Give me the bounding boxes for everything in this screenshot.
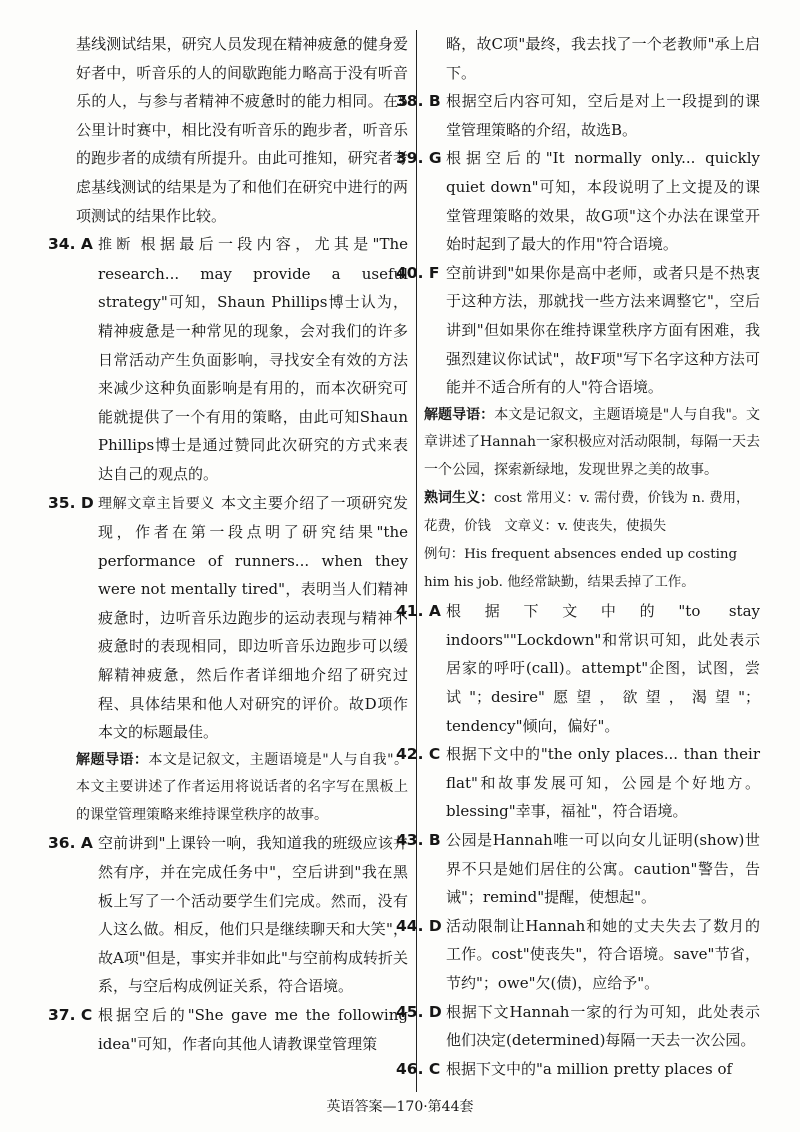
guide-label: 解题导语： <box>424 406 495 423</box>
answer-explanation: 活动限制让Hannah和她的丈夫失去了数月的工作。cost"使丧失"，符合语境。save"节省，节约"；owe"欠(债)，应给予"。 <box>446 916 760 992</box>
passage-guide <box>424 402 760 485</box>
vocab-example: 例句：His frequent absences ended up costing him his job. 他经常缺勤，结果丢掉了工作。 <box>424 547 738 591</box>
answer-40 <box>396 259 760 402</box>
answer-37-continued: 略，故C项"最终，我去找了一个老教师"承上启下。 <box>446 35 760 82</box>
guide-text: 本文是记叙文，主题语境是"人与自我"。文章讲述了Hannah一家积极应对活动限制，每隔一天去一个公园，探索新绿地，发现世界之美的故事。 <box>424 406 760 478</box>
answer-number: 46. C <box>396 1059 441 1078</box>
answer-43 <box>396 826 760 912</box>
answer-explanation: 空前讲到"如果你是高中老师，或者只是不热衷于这种方法，那就找一些方法来调整它"，空后讲到"但如果你在维持课堂秩序方面有困难，我强烈建议你试试"，故F项"写下名字这种方法可能并不适合所有的人"符合语境。 <box>446 263 760 397</box>
guide-text: 本文是记叙文，主题语境是"人与自我"。本文主要讲述了作者运用将说话者的名字写在黑板上的课堂管理策略来维持课堂秩序的故事。 <box>76 751 408 823</box>
answer-36 <box>48 829 408 1001</box>
answer-39 <box>396 144 760 258</box>
answer-explanation: 根据下文中的"to stay indoors""Lockdown"和常识可知，此处表示居家的呼吁(call)。attempt"企图，试图，尝试"；desire"愿望，欲望，渴望"；tendency"倾向，偏好"。 <box>446 602 760 735</box>
answer-number: 45. D <box>396 1002 442 1021</box>
answer-number: 41. A <box>396 602 441 621</box>
answer-38 <box>396 87 760 144</box>
answer-42 <box>396 740 760 826</box>
answer-46 <box>396 1055 760 1084</box>
answer-number: 44. D <box>396 916 442 935</box>
answer-explanation: 根据下文中的"the only places... than their flat"和故事发展可知，公园是个好地方。blessing"幸事，福祉"，符合语境。 <box>446 745 760 821</box>
answer-44 <box>396 912 760 998</box>
vocab-label: 熟词生义： <box>424 490 494 507</box>
answer-number: 37. C <box>48 1005 93 1024</box>
intro-paragraph: 基线测试结果，研究人员发现在精神疲惫的健身爱好者中，听音乐的人的间歇跑能力略高于没有听音乐的人，与参与者精神不疲惫时的能力相同。在5公里计时赛中，相比没有听音乐的跑步者，听音乐的跑步者的成绩有所提升。由此可推知，研究者考虑基线测试的结果是为了和他们在研究中进行的两项测试的结果作比较。 <box>76 35 408 225</box>
vocab-text: cost 常用义：v. 需付费，价钱为 n. 费用，花费，价钱 文章义：v. 使丧失，使损失 <box>424 491 750 535</box>
answer-explanation: 根据空后的"It normally only... quickly quiet down"可知，本段说明了上文提及的课堂管理策略的效果，故G项"这个办法在课堂开始时起到了最大的作用"符合语境。 <box>446 149 760 254</box>
answer-number: 34. A <box>48 235 93 254</box>
page-footer: 英语答案—170·第44套 <box>326 1099 474 1115</box>
answer-number: 39. G <box>396 149 442 168</box>
answer-number: 40. F <box>396 263 440 282</box>
guide-label: 解题导语： <box>76 751 149 768</box>
answer-41 <box>396 597 760 740</box>
answer-number: 38. B <box>396 92 441 111</box>
answer-explanation: 根据空后内容可知，空后是对上一段提到的课堂管理策略的介绍，故选B。 <box>446 92 760 139</box>
answer-explanation: 根据空后的"She gave me the following idea"可知，作者向其他人请教课堂管理策 <box>98 1005 408 1053</box>
left-column <box>48 30 408 1058</box>
answer-explanation: 根据下文Hannah一家的行为可知，此处表示他们决定(determined)每隔一天去一次公园。 <box>446 1002 760 1050</box>
passage-guide <box>76 747 408 830</box>
answer-explanation: 本文主要介绍了一项研究发现，作者在第一段点明了研究结果"the performance of runners... when they were not mentally tired"，表明当人们精神疲惫时，边听音乐边跑步的运动表现与精神不疲惫时的表现相同，即边听音乐边跑步可以缓解精神疲惫，然后作者详细地介绍了研究过程、具体结果和他人对研究的评价。故D项作本文的标题最佳。 <box>98 493 408 742</box>
answer-number: 42. C <box>396 745 441 764</box>
answer-number: 35. D <box>48 493 94 512</box>
vocabulary-note <box>424 484 760 597</box>
answer-37 <box>48 1001 408 1058</box>
answer-number: 36. A <box>48 834 93 853</box>
question-type-tag: 理解文章主旨要义 <box>98 495 216 512</box>
answer-explanation: 根据下文中的"a million pretty places of <box>446 1059 733 1078</box>
answer-explanation: 空前讲到"上课铃一响，我知道我的班级应该井然有序，并在完成任务中"，空后讲到"我在黑板上写了一个活动要学生们完成。然而，没有人这么做。相反，他们只是继续聊天和大笑"，故A项"但是，事实并非如此"与空前构成转折关系，与空后构成例证关系，符合语境。 <box>98 834 408 996</box>
answer-number: 43. B <box>396 830 441 849</box>
right-column <box>396 30 760 1083</box>
answer-explanation: 公园是Hannah唯一可以向女儿证明(show)世界不只是她们居住的公寓。caution"警告，告诫"；remind"提醒，使想起"。 <box>446 830 760 907</box>
question-type-tag: 推断 <box>98 237 135 254</box>
answer-explanation: 根据最后一段内容，尤其是"The research... may provide a useful strategy"可知，Shaun Phillips博士认为，精神疲惫是一种常见的现象，会对我们的许多日常活动产生负面影响，寻找安全有效的方法来减少这种负面影响是有用的，而本次研究可能就提供了一个有用的策略，由此可知Shaun Phillips博士是通过赞同此次研究的方式来表达自己的观点的。 <box>98 235 408 483</box>
answer-35 <box>48 489 408 747</box>
answer-34 <box>48 230 408 488</box>
answer-45 <box>396 998 760 1055</box>
